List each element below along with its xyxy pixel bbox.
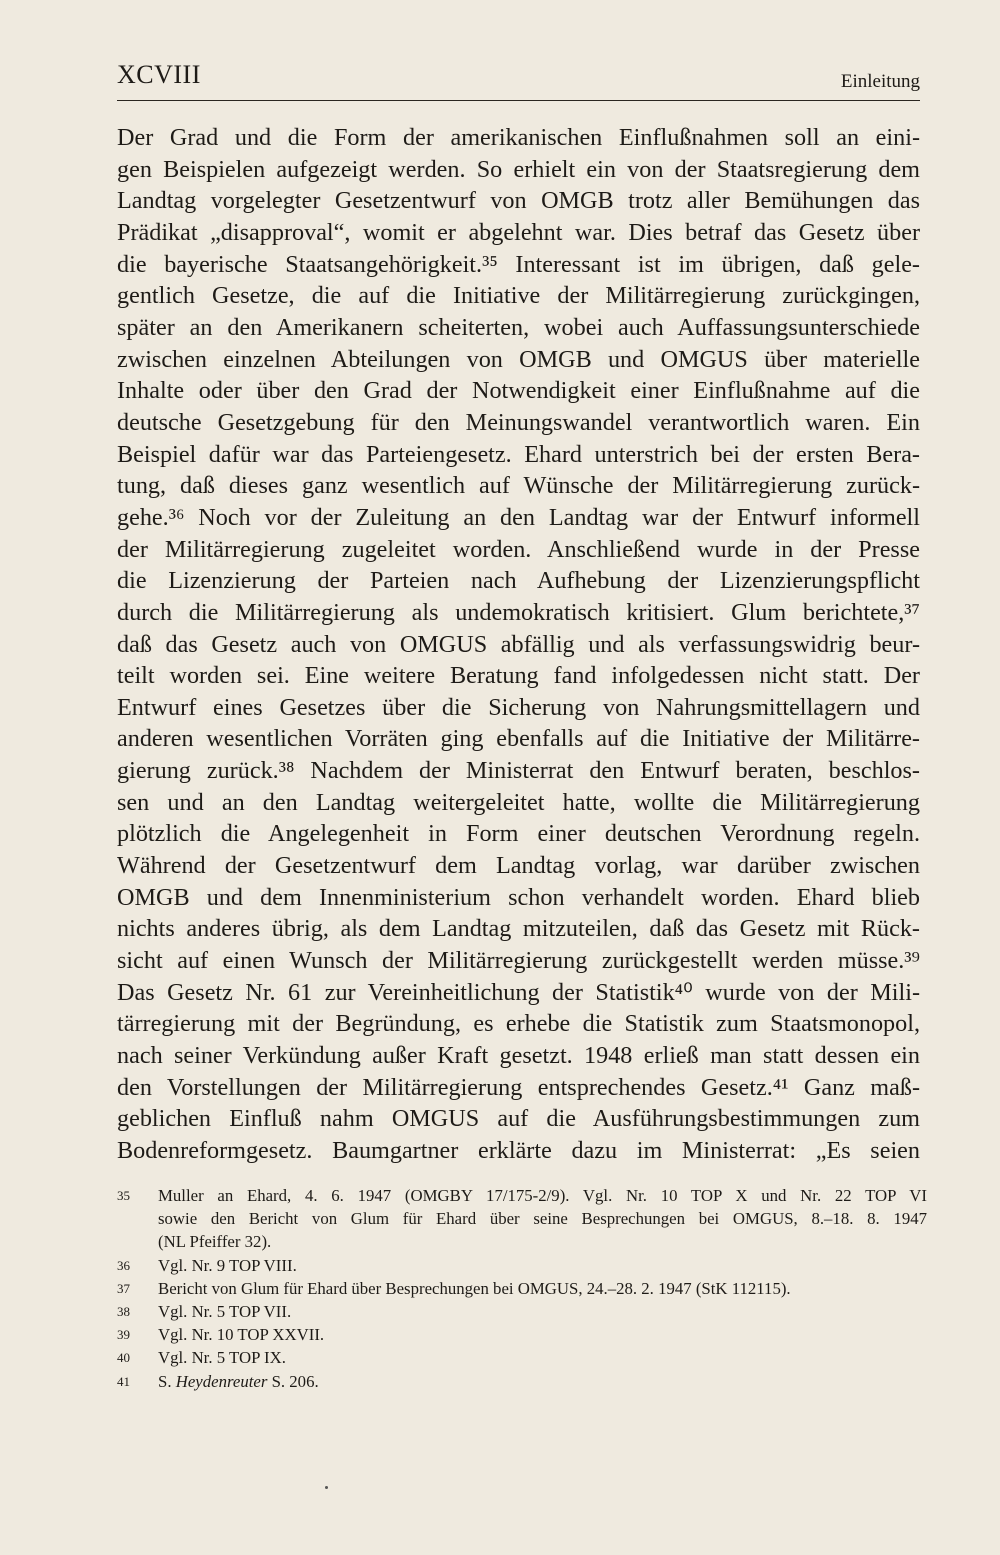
- body-line: tärregierung mit der Begründung, es erhebe die Statistik zum Staatsmonopol,: [117, 1010, 920, 1038]
- footnote-number: 39: [117, 1327, 130, 1343]
- footnote-suffix: S. 206.: [267, 1371, 319, 1391]
- page-speck: [325, 1486, 328, 1489]
- footnote: [117, 1254, 927, 1277]
- body-line: daß das Gesetz auch von OMGUS abfällig und als verfassungswidrig beur-: [117, 630, 920, 658]
- footnote-number: 35: [117, 1188, 130, 1203]
- body-line: nach seiner Verkündung außer Kraft gesetzt. 1948 erließ man statt dessen ein: [117, 1042, 920, 1070]
- footnote: [117, 1346, 927, 1369]
- body-line: OMGB und dem Innenministerium schon verhandelt worden. Ehard blieb: [117, 883, 920, 911]
- body-line: die Lizenzierung der Parteien nach Aufhebung der Lizenzierungspflicht: [117, 567, 920, 595]
- body-line: Bodenreformgesetz. Baumgartner erklärte dazu im Ministerrat: „Es seien: [117, 1137, 920, 1164]
- footnote-line: Muller an Ehard, 4. 6. 1947 (OMGBY 17/175-2/9). Vgl. Nr. 10 TOP X und Nr. 22 TOP VI: [158, 1186, 927, 1205]
- body-line: Prädikat „disapproval“, womit er abgelehnt war. Dies betraf das Gesetz über: [117, 218, 920, 246]
- page-header: [117, 56, 920, 101]
- running-head: Einleitung: [840, 71, 920, 92]
- footnote-number: 38: [117, 1304, 130, 1320]
- footnote-number: 36: [117, 1257, 130, 1273]
- body-line: Das Gesetz Nr. 61 zur Vereinheitlichung der Statistik⁴⁰ wurde von der Mili-: [117, 978, 920, 1006]
- body-line: geblichen Einfluß nahm OMGUS auf die Ausführungsbestimmungen zum: [117, 1105, 920, 1133]
- footnote-line: [158, 1370, 927, 1393]
- body-line: Beispiel dafür war das Parteiengesetz. Ehard unterstrich bei der ersten Bera-: [117, 440, 920, 468]
- body-line: später an den Amerikanern scheiterten, wobei auch Auffassungsunterschiede: [117, 313, 920, 341]
- body-line: gentlich Gesetze, die auf die Initiative der Militärregierung zurückgingen,: [117, 282, 920, 310]
- footnote: [117, 1184, 927, 1254]
- body-text: [117, 122, 920, 1167]
- footnote-prefix: S.: [158, 1371, 176, 1391]
- footnote-line: Vgl. Nr. 5 TOP VII.: [158, 1302, 292, 1322]
- body-line: sen und an den Landtag weitergeleitet hatte, wollte die Militärregierung: [117, 788, 920, 816]
- footnote-line: Vgl. Nr. 5 TOP IX.: [158, 1348, 286, 1368]
- body-line: Inhalte oder über den Grad der Notwendigkeit einer Einflußnahme auf die: [117, 377, 920, 405]
- body-line: gehe.³⁶ Noch vor der Zuleitung an den Landtag war der Entwurf informell: [117, 503, 920, 531]
- footnote-number: 40: [117, 1350, 130, 1366]
- footnote: [117, 1370, 927, 1393]
- body-line: gen Beispielen aufgezeigt werden. So erhielt ein von der Staatsregierung dem: [117, 155, 920, 183]
- body-line: Der Grad und die Form der amerikanischen Einflußnahmen soll an eini-: [117, 124, 920, 151]
- body-line: tung, daß dieses ganz wesentlich auf Wünsche der Militärregierung zurück-: [117, 472, 920, 500]
- body-line: teilt worden sei. Eine weitere Beratung fand infolgedessen nicht statt. Der: [117, 662, 920, 690]
- body-line: der Militärregierung zugeleitet worden. Anschließend wurde in der Presse: [117, 535, 920, 563]
- footnote-line: Vgl. Nr. 10 TOP XXVII.: [158, 1325, 325, 1345]
- footnote-line: (NL Pfeiffer 32).: [158, 1232, 272, 1252]
- body-line: Während der Gesetzentwurf dem Landtag vorlag, war darüber zwischen: [117, 852, 920, 880]
- footnotes: [117, 1184, 927, 1393]
- footnote-number: 37: [117, 1280, 130, 1296]
- footnote-author: Heydenreuter: [175, 1371, 268, 1391]
- body-line: deutsche Gesetzgebung für den Meinungswandel verantwortlich waren. Ein: [117, 408, 920, 436]
- body-line: die bayerische Staatsangehörigkeit.³⁵ Interessant ist im übrigen, daß gele-: [117, 250, 920, 278]
- body-line: zwischen einzelnen Abteilungen von OMGB und OMGUS über materielle: [117, 345, 920, 373]
- body-line: durch die Militärregierung als undemokratisch kritisiert. Glum berichtete,³⁷: [117, 598, 920, 626]
- body-line: nichts anderes übrig, als dem Landtag mitzuteilen, daß das Gesetz mit Rück-: [117, 915, 920, 943]
- footnote-line: Bericht von Glum für Ehard über Besprechungen bei OMGUS, 24.–28. 2. 1947 (StK 112115).: [158, 1278, 791, 1298]
- footnote-number: 41: [117, 1373, 130, 1389]
- body-line: plötzlich die Angelegenheit in Form einer deutschen Verordnung regeln.: [117, 820, 920, 848]
- body-line: anderen wesentlichen Vorräten ging ebenfalls auf die Initiative der Militärre-: [117, 725, 920, 753]
- footnote: [117, 1300, 927, 1323]
- page-number: XCVIII: [117, 60, 201, 89]
- body-line: gierung zurück.³⁸ Nachdem der Ministerrat den Entwurf beraten, beschlos-: [117, 757, 920, 785]
- footnote: [117, 1277, 927, 1300]
- footnote: [117, 1323, 927, 1346]
- body-line: Entwurf eines Gesetzes über die Sicherung von Nahrungsmittellagern und: [117, 693, 920, 721]
- footnote-line: Vgl. Nr. 9 TOP VIII.: [158, 1255, 297, 1275]
- body-line: sicht auf einen Wunsch der Militärregierung zurückgestellt werden müsse.³⁹: [117, 947, 920, 975]
- footnote-line: sowie den Bericht von Glum für Ehard über seine Besprechungen bei OMGUS, 8.–18. 8. 1947: [158, 1209, 927, 1229]
- body-line: den Vorstellungen der Militärregierung entsprechendes Gesetz.⁴¹ Ganz maß-: [117, 1073, 920, 1101]
- body-line: Landtag vorgelegter Gesetzentwurf von OMGB trotz aller Bemühungen das: [117, 187, 920, 215]
